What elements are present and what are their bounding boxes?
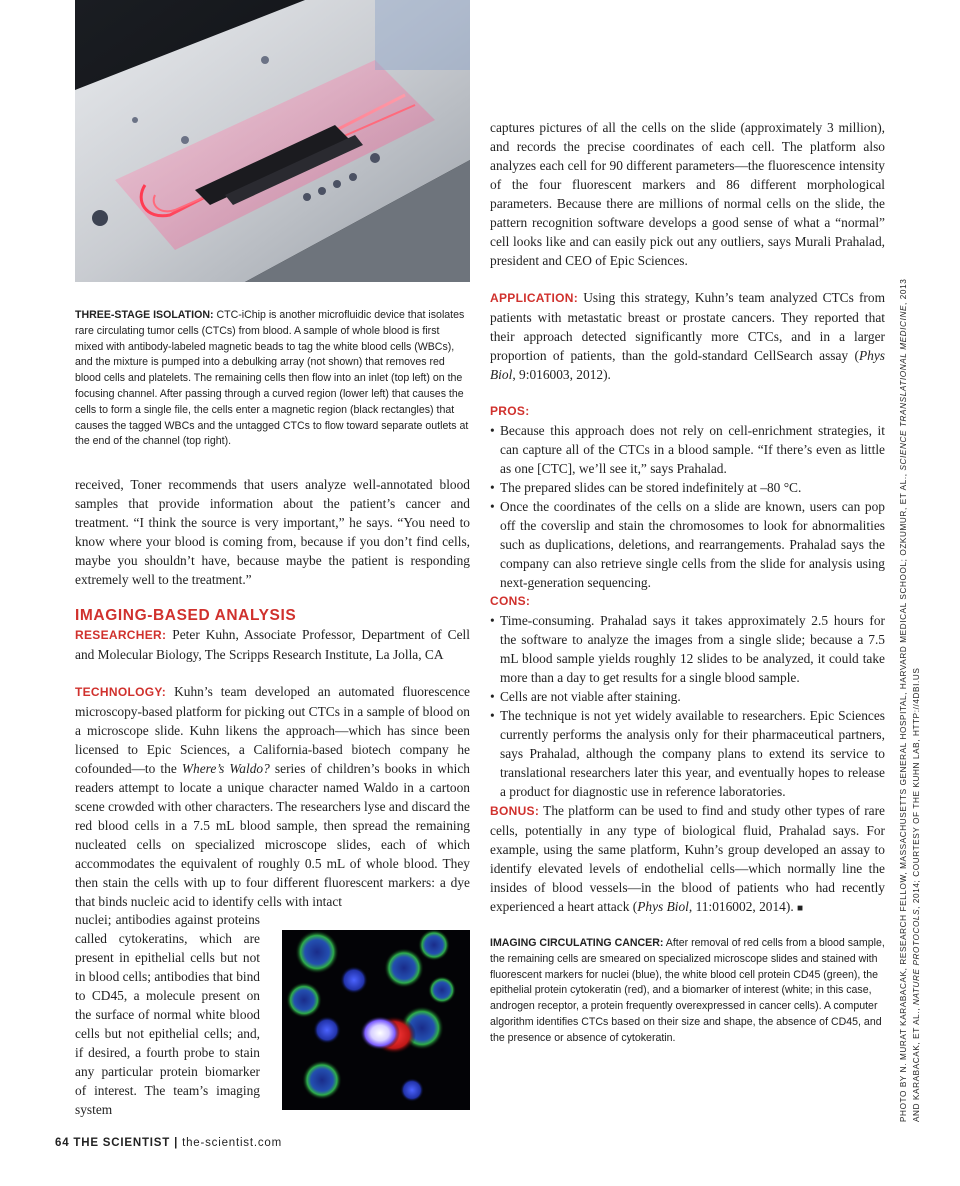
application-citation: Phys Biol xyxy=(490,348,885,382)
bonus-label: BONUS: xyxy=(490,804,540,818)
application-paragraph xyxy=(490,288,885,384)
page-footer xyxy=(55,1137,282,1149)
credit-line-2 xyxy=(910,122,923,1122)
researcher-text: Peter Kuhn, Associate Professor, Department of Cell and Molecular Biology, The Scripps Research Institute, La Jolla, CA xyxy=(75,627,470,662)
credit-journal: SCIENCE TRANSLATIONAL MEDICINE xyxy=(899,304,908,471)
bonus-citation: Phys Biol xyxy=(637,899,689,914)
technology-book-title: Where’s Waldo? xyxy=(181,761,270,776)
credit-text: PHOTO BY N. MURAT KARABACAK, RESEARCH FELLOW, MASSACHUSETTS GENERAL HOSPITAL, HARVARD MEDICAL SCHOOL; OZKUMUR, ET AL., xyxy=(899,470,908,1122)
researcher-label: RESEARCHER: xyxy=(75,628,167,642)
fluorescent-cells-illustration xyxy=(282,930,470,1110)
paragraph-wrap: nuclei; antibodies against proteins called cytokeratins, which are present in epithelial cells but not in blood cells; antibodies that bind to CD45, a molecule present on the surface of normal white blood cells but not epithelial cells; and, if desired, a fourth probe to stain any particular protein biomarker of interest. The team’s imaging system xyxy=(75,912,260,1117)
end-mark-icon: ■ xyxy=(797,903,804,914)
figure-caption-ctc-ichip xyxy=(75,308,470,450)
footer-separator: | xyxy=(174,1137,179,1149)
figure-caption-imaging xyxy=(490,936,885,1047)
researcher-paragraph xyxy=(75,625,470,664)
cons-item: • The technique is not yet widely available to researchers. Epic Sciences currently performs the analysis only for their pharmaceutical partners, says Prahalad, although the company plans to extend its service to translational researchers later this year, and eventually hopes to release a product for diagnostic use in reference laboratories. xyxy=(490,706,885,801)
microfluidic-chip-illustration xyxy=(75,0,470,282)
pros-item: • The prepared slides can be stored indefinitely at –80 °C. xyxy=(490,478,885,497)
credit-text: AND KARABACAK, ET AL., xyxy=(912,1005,921,1122)
chip-photo xyxy=(75,0,470,282)
section-title: IMAGING-BASED ANALYSIS xyxy=(75,607,297,624)
paragraph-intro: received, Toner recommends that users analyze well-annotated blood samples that provide information about the patient’s cancer and treatment. “I think the source is very important,” he says. “You need to know where your blood is coming from, because if you don’t find cells, maybe you shouldn’t have, because maybe the patient is responding extremely well to the treatment.” xyxy=(75,477,470,587)
bonus-paragraph xyxy=(490,801,885,918)
pros-item: • Because this approach does not rely on cell-enrichment strategies, it can capture all of the CTCs in a blood sample. “If there’s even as little as one [CTC], we’ll see it,” says Prahalad. xyxy=(490,421,885,478)
technology-text: Kuhn’s team developed an automated fluorescence microscopy-based platform for picking out CTCs in a sample of blood on a microscope slide. Kuhn likens the approach—which has since been licensed to Epic Sciences, a California-based biotech company he cofounded—to the xyxy=(75,684,470,776)
right-column xyxy=(490,118,885,1047)
pros-list xyxy=(490,421,885,592)
cons-label: CONS: xyxy=(490,594,531,608)
pros-label: PROS: xyxy=(490,404,530,418)
credit-text: , 2013 xyxy=(899,278,908,305)
paragraph-imaging-system: captures pictures of all the cells on the slide (approximately 3 million), and records the precise coordinates of each cell. The platform also analyzes each cell for 90 different parameters—the fluorescence intensity of the four fluorescent markers and 86 different morphological parameters. Because there are millions of normal cells on the slide, the pattern recognition software develops a good sense of what a “normal” cell looks like and can easily pick out any outliers, says Murali Prahalad, president and CEO of Epic Sciences. xyxy=(490,120,885,268)
application-label: APPLICATION: xyxy=(490,291,579,305)
magazine-name: THE SCIENTIST xyxy=(73,1137,171,1149)
cells-photo xyxy=(282,930,470,1110)
technology-paragraph xyxy=(75,682,470,911)
credit-text: , 2014; COURTESY OF THE KUHN LAB, HTTP://4DBI.US xyxy=(912,667,921,909)
credit-line-1 xyxy=(897,122,910,1122)
caption-text: CTC-iChip is another microfluidic device that isolates rare circulating tumor cells (CTCs) from blood. A sample of whole blood is first mixed with antibody-labeled magnetic beads to tag the white blood cells (WBCs), and the mixture is pumped into a debulking array (not shown) that removes red blood cells and platelets. The remaining cells then flow into an inlet (top left) on the focusing channel. After passing through a curved region (lower left) that causes the cells to form a single file, the cells enter a magnetic region (black rectangles) that causes the tagged WBCs and the untagged CTCs to flow toward separate outlets at the end of the channel (top right). xyxy=(75,309,469,448)
technology-label: TECHNOLOGY: xyxy=(75,685,167,699)
credit-journal: NATURE PROTOCOLS xyxy=(912,908,921,1006)
bonus-text-cont: , 11:016002, 2014). xyxy=(688,899,794,914)
application-text: Using this strategy, Kuhn’s team analyzed CTCs from patients with metastatic breast or prostate cancers. They reported that their approach detected significantly more CTCs, and in a larger proportion of patients, than the gold-standard CellSearch assay ( xyxy=(490,290,885,363)
page-number: 64 xyxy=(55,1137,70,1149)
caption-heading: IMAGING CIRCULATING CANCER: xyxy=(490,937,664,949)
bonus-text: The platform can be used to find and study other types of rare cells, potentially in any type of biological fluid, Prahalad says. For example, using the same platform, Kuhn’s group developed an assay to identify elevated levels of endothelial cells—which normally line the insides of blood vessels—in the blood of patients who had recently experienced a heart attack ( xyxy=(490,803,885,914)
technology-text-cont: series of children’s books in which readers attempt to locate a unique character named Waldo in a cartoon scene crowded with other characters. The researchers lyse and discard the red blood cells in a 7.5 mL blood sample, then spread the remaining nucleated cells on specialized microscope slides, each of which accommodates the equivalent of roughly 0.5 mL of whole blood. They then stain the cells with up to four different fluorescent markers: a dye that binds nucleic acid to identify cells with intact xyxy=(75,761,470,909)
cons-list xyxy=(490,611,885,801)
application-text-cont: , 9:016003, 2012). xyxy=(512,367,611,382)
cons-item: • Time-consuming. Prahalad says it takes approximately 2.5 hours for the software to analyze the images from a single slide; because a 7.5 mL blood sample yields roughly 12 slides to be analyzed, it could take more than a day to get results for a single blood sample. xyxy=(490,611,885,687)
pros-item: • Once the coordinates of the cells on a slide are known, users can pop off the coverslip and stain the chromosomes to look for abnormalities such as duplications, deletions, and rearrangements. Prahalad says the company can also retrieve single cells from the slide for analysis using next-generation sequencing. xyxy=(490,497,885,592)
caption-text: After removal of red cells from a blood sample, the remaining cells are smeared on specialized microscope slides and stained with fluorescent markers for nuclei (blue), the white blood cell protein CD45 (green), the epithelial protein cytokeratin (red), and a biomarker of interest (white; in this case, androgen receptor, a protein frequently overexpressed in cancer cells). A computer algorithm identifies CTCs based on their size and shape, the absence of CD45, and the presence or absence of cytokeratin. xyxy=(490,937,885,1044)
magazine-url[interactable]: the-scientist.com xyxy=(182,1137,282,1149)
photo-credit xyxy=(897,122,923,1122)
caption-heading: THREE-STAGE ISOLATION: xyxy=(75,309,214,321)
left-column xyxy=(75,475,470,911)
cons-item: • Cells are not viable after staining. xyxy=(490,687,885,706)
